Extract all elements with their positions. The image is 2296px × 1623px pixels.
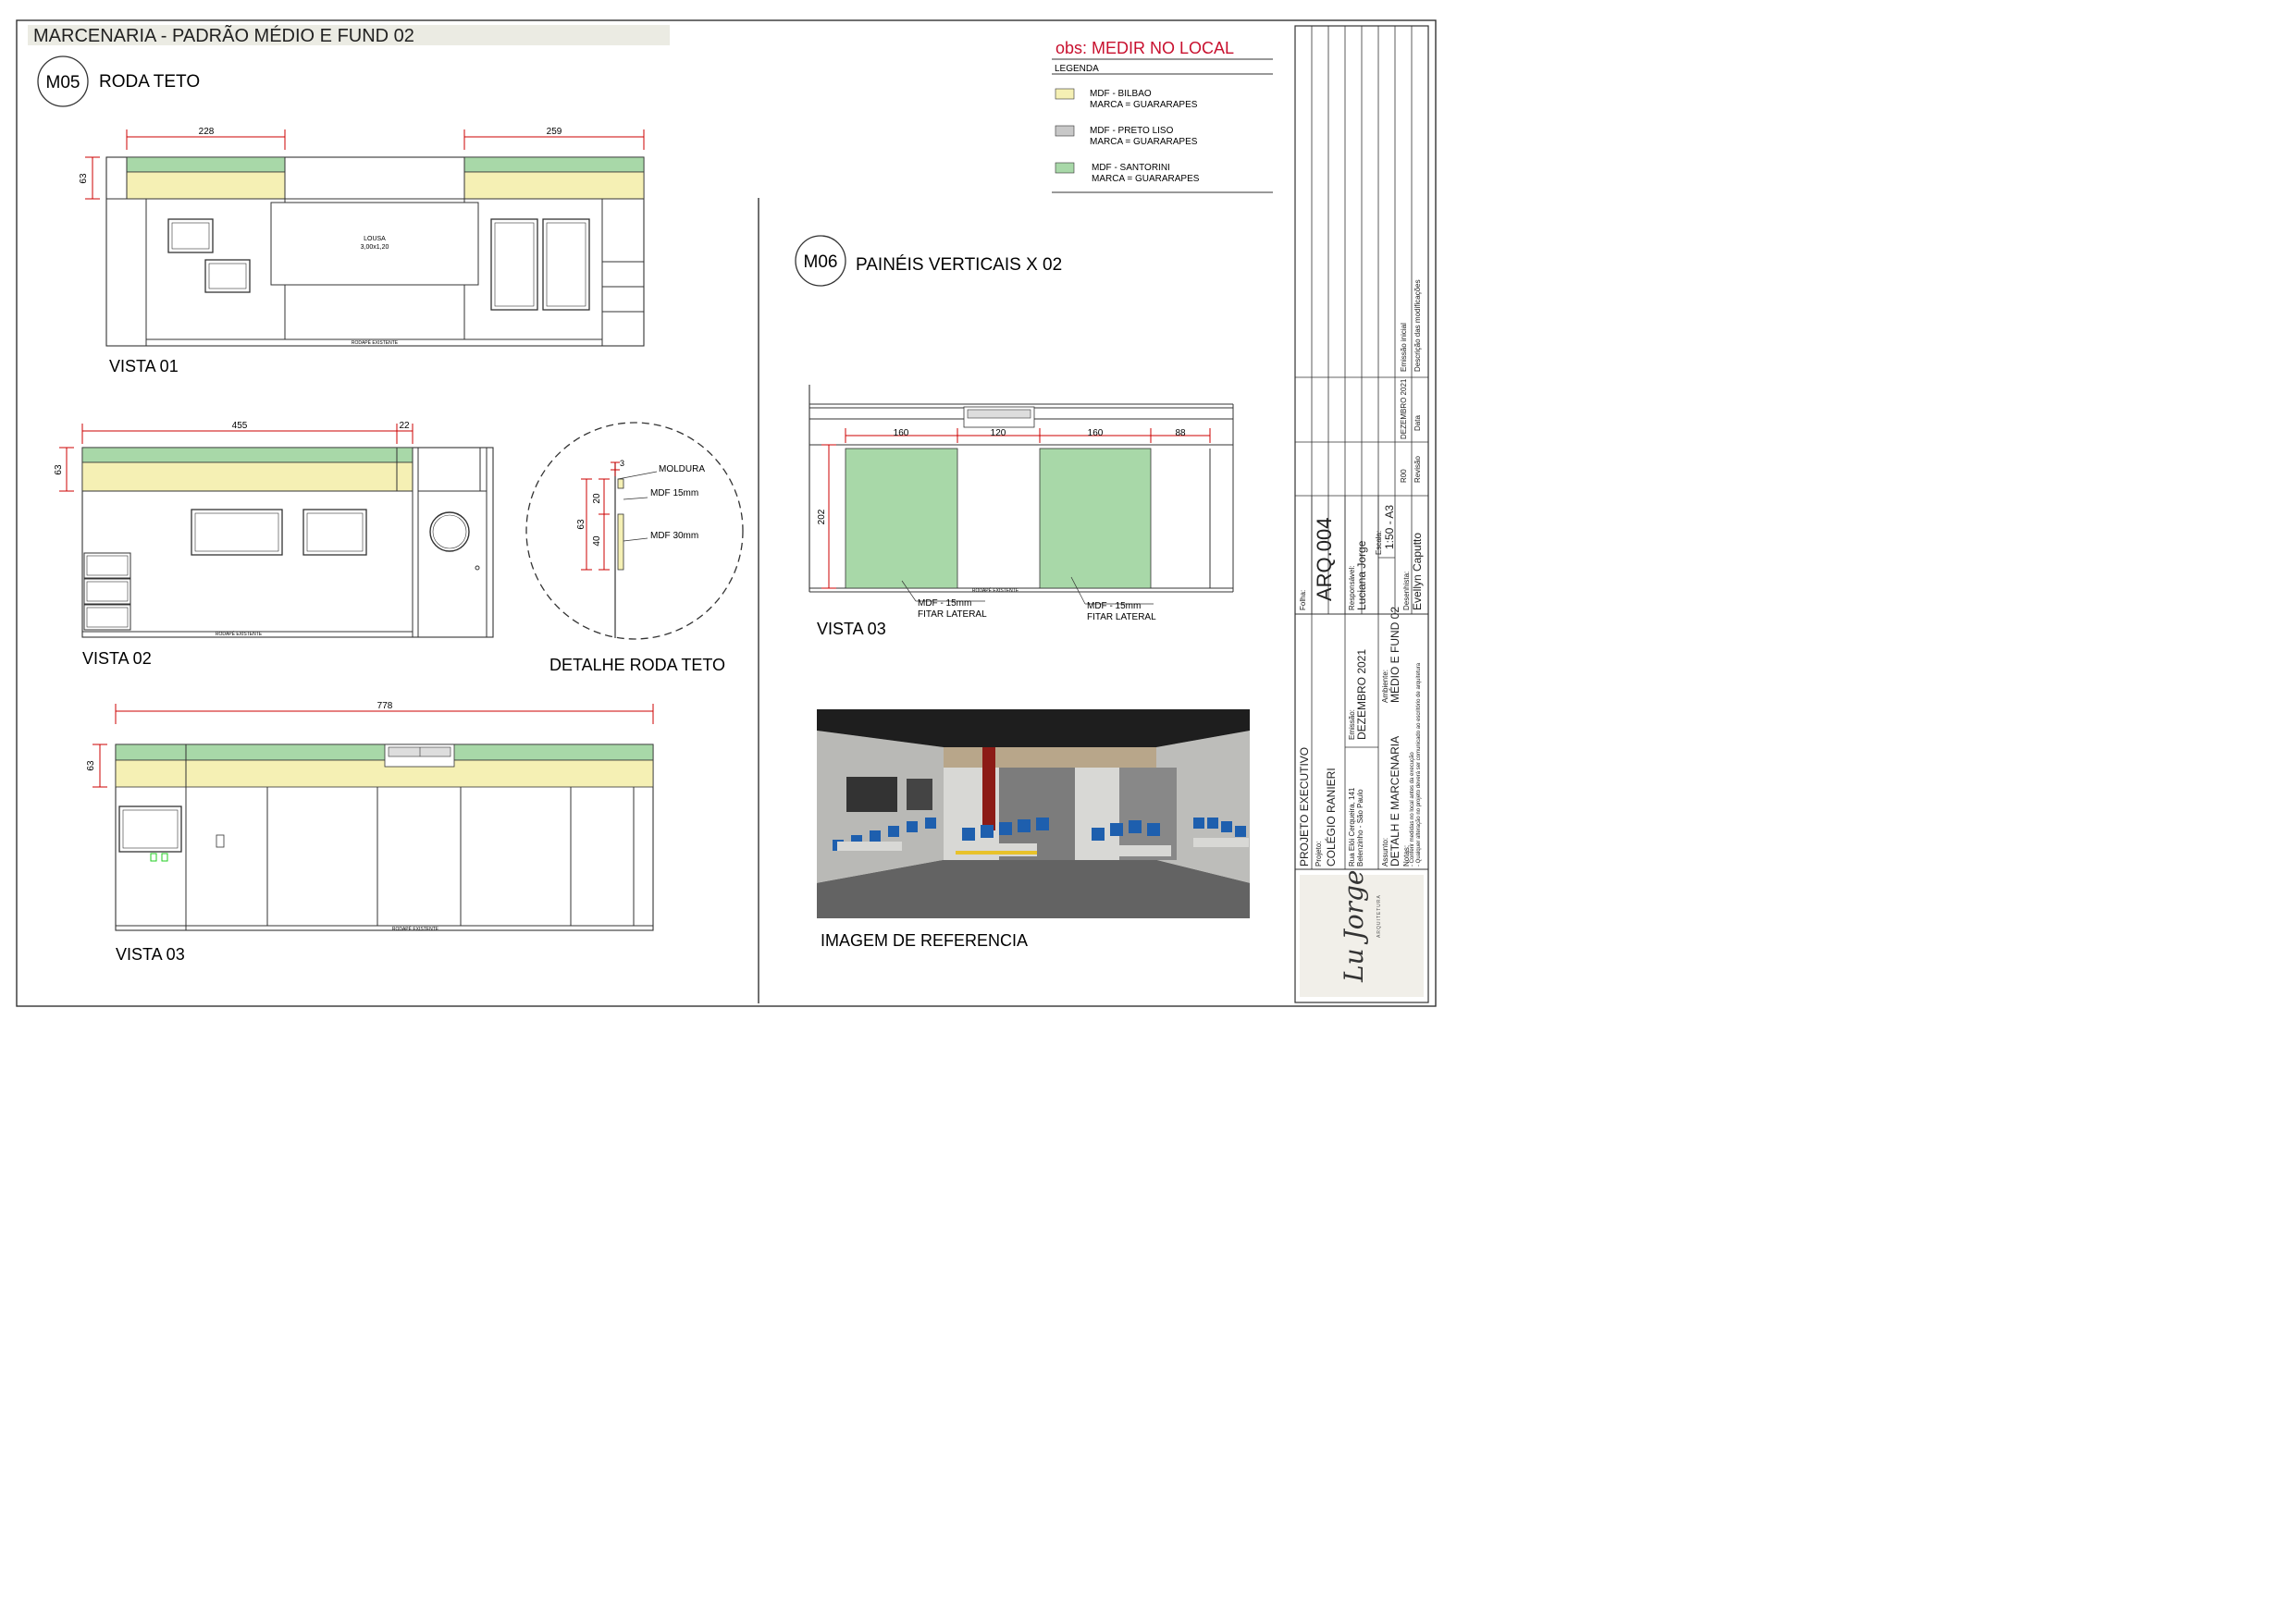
logo: Lu Jorge: [1339, 869, 1369, 982]
m06-note-2: MDF - 15mm: [1087, 601, 1142, 611]
tb-projeto-executivo: PROJETO EXECUTIVO: [1298, 746, 1311, 867]
tb-data-hdr: Data: [1413, 415, 1422, 431]
legend-title: LEGENDA: [1055, 64, 1099, 74]
tb-emissao-lbl: Emissão:: [1348, 709, 1356, 740]
m06-code: M06: [803, 252, 838, 272]
det-mdf30: MDF 30mm: [650, 531, 699, 541]
det-d63: 63: [576, 519, 586, 530]
obs-note: obs: MEDIR NO LOCAL: [1055, 39, 1235, 57]
vista-03-elevation: [86, 701, 653, 932]
m05-code: M05: [45, 73, 80, 92]
det-d3: 3: [620, 459, 625, 468]
v03-dim-height: 63: [86, 760, 96, 771]
v02-dim-main: 455: [231, 421, 248, 431]
m06-note-1b: FITAR LATERAL: [918, 609, 987, 620]
tb-nota-2: - Qualquer alteração no projeto deverá ser comunicado ao escritório de arquitetura: [1416, 662, 1422, 867]
tb-descricao-hdr: Descrição das modificações: [1413, 279, 1422, 372]
v02-dim-height: 63: [54, 464, 64, 475]
legend-swatch-preto: [1055, 126, 1074, 136]
tb-revisao-hdr: Revisão: [1413, 456, 1422, 483]
m06-note-2b: FITAR LATERAL: [1087, 612, 1156, 622]
vista-01-elevation: [79, 127, 644, 346]
tb-endereco-2: Belenzinho - São Paulo: [1356, 789, 1364, 867]
detalhe-label: DETALHE RODA TETO: [549, 656, 726, 674]
tb-notas-lbl: Notas:: [1402, 844, 1411, 867]
vista-02-elevation: [54, 421, 493, 637]
tb-rev-date: DEZEMBRO 2021: [1400, 378, 1408, 439]
tb-desenhista-lbl: Desenhista:: [1402, 571, 1411, 610]
m06-name: PAINÉIS VERTICAIS X 02: [856, 255, 1063, 275]
v01-dim-left: 228: [198, 127, 215, 137]
tb-escala-lbl: Escala:: [1375, 530, 1383, 555]
tb-desenhista: Evellyn Caputto: [1411, 532, 1424, 610]
det-d20: 20: [592, 493, 602, 504]
legend-material-3: MDF - SANTORINI: [1092, 163, 1170, 173]
tb-emissao: DEZEMBRO 2021: [1355, 648, 1368, 740]
vista-01-label: VISTA 01: [109, 357, 179, 375]
v02-dim-small: 22: [399, 421, 410, 431]
tb-nota-1: - Conferir medidas no local antes da execução: [1410, 752, 1415, 867]
det-moldura: MOLDURA: [659, 464, 706, 474]
legend-swatch-bilbao: [1055, 89, 1074, 99]
tb-folha-lbl: Folha:: [1299, 589, 1307, 610]
m06-dim-2: 120: [990, 428, 1006, 438]
legend-material-2: MDF - PRETO LISO: [1090, 126, 1174, 136]
tb-projeto: COLÉGIO RANIERI: [1325, 768, 1338, 867]
v03-rodape: RODAPÉ EXISTENTE: [391, 927, 439, 932]
tb-responsavel-lbl: Responsável:: [1348, 565, 1356, 610]
m06-vista-03-label: VISTA 03: [817, 620, 886, 638]
tb-folha: ARQ.004: [1313, 517, 1336, 601]
m06-rodape: RODAPÉ EXISTENTE: [971, 588, 1019, 594]
tb-endereco-1: Rua Elói Cerqueira, 141: [1348, 787, 1356, 867]
tb-assunto-lbl: Assunto:: [1381, 837, 1389, 867]
legend-swatch-santorini: [1055, 163, 1074, 173]
m06-dim-height: 202: [817, 509, 827, 525]
tb-escala: 1:50 - A3: [1383, 504, 1396, 549]
sheet-title: MARCENARIA - PADRÃO MÉDIO E FUND 02: [33, 26, 414, 46]
m06-vista-03-elevation: [809, 385, 1233, 622]
vista-03-label: VISTA 03: [116, 945, 185, 964]
m06-dim-1: 160: [893, 428, 909, 438]
reference-label: IMAGEM DE REFERENCIA: [821, 931, 1029, 950]
detalhe-roda-teto: [526, 423, 743, 639]
tb-rev: R00: [1400, 469, 1408, 483]
tb-assunto: DETALH E MARCENARIA: [1389, 735, 1401, 867]
logo-sub: ARQUITETURA: [1376, 894, 1382, 938]
m06-dim-4: 88: [1175, 428, 1186, 438]
v01-lousa-size: 3,00x1,20: [360, 244, 389, 251]
vista-02-label: VISTA 02: [82, 649, 152, 668]
legend-brand-2: MARCA = GUARARAPES: [1090, 137, 1198, 147]
det-mdf15: MDF 15mm: [650, 488, 699, 498]
drawing-sheet: [0, 0, 1450, 1026]
v01-dim-height: 63: [79, 173, 89, 184]
v01-dim-right: 259: [546, 127, 562, 137]
legend-brand-3: MARCA = GUARARAPES: [1092, 174, 1200, 184]
tb-ambiente: MÉDIO E FUND 02: [1389, 606, 1401, 703]
tb-responsavel: Luciana Jorge: [1355, 540, 1368, 610]
legend-material-1: MDF - BILBAO: [1090, 89, 1152, 99]
tb-projeto-lbl: Projeto:: [1315, 841, 1323, 867]
m06-note-1: MDF - 15mm: [918, 598, 972, 609]
m05-name: RODA TETO: [99, 72, 201, 92]
det-d40: 40: [592, 535, 602, 547]
reference-image: [817, 709, 1250, 918]
tb-rev-desc: Emissão inicial: [1400, 323, 1408, 372]
tb-ambiente-lbl: Ambiente:: [1381, 669, 1389, 703]
v01-lousa: LOUSA: [364, 236, 386, 242]
v03-dim-main: 778: [376, 701, 393, 711]
v01-rodape: RODAPÉ EXISTENTE: [351, 340, 399, 346]
legend-brand-1: MARCA = GUARARAPES: [1090, 100, 1198, 110]
v02-rodape: RODAPÉ EXISTENTE: [215, 632, 263, 637]
m06-dim-3: 160: [1087, 428, 1104, 438]
